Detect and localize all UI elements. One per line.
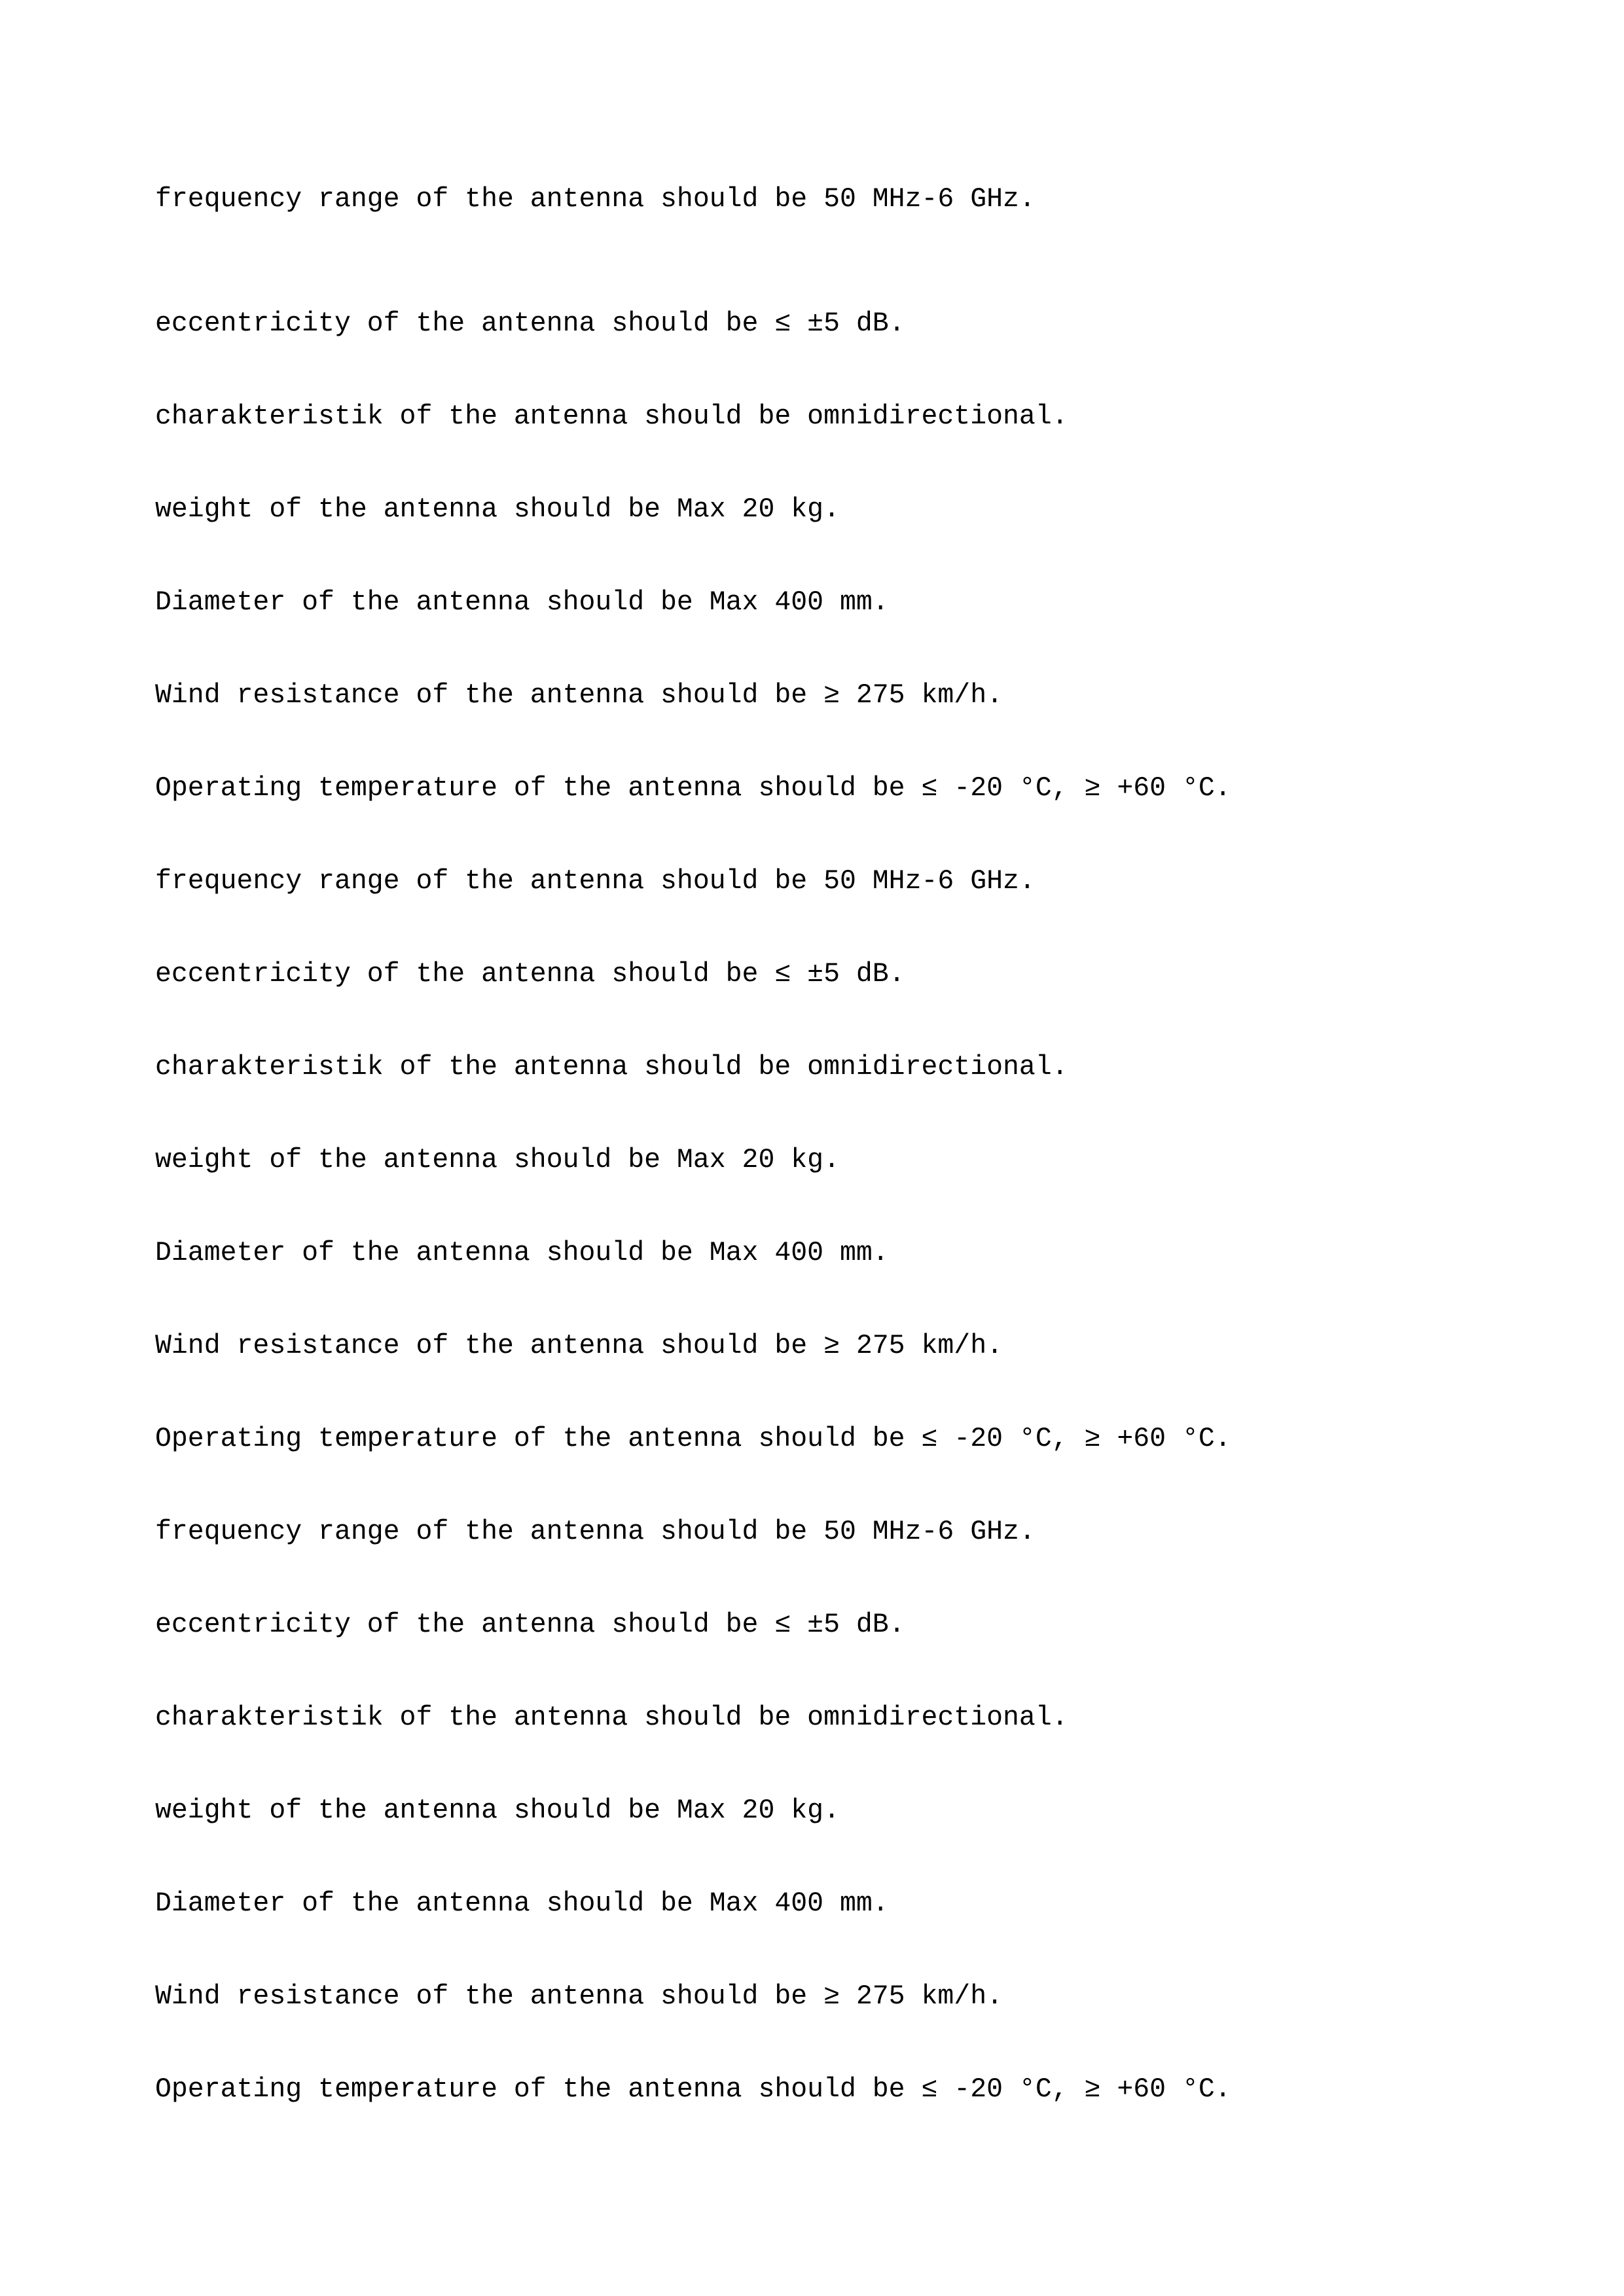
text-line: weight of the antenna should be Max 20 kg. (155, 494, 840, 525)
text-line: Wind resistance of the antenna should be ≥ 275 km/h. (155, 1331, 1003, 1361)
text-line: Operating temperature of the antenna should be ≤ -20 °C, ≥ +60 °C. (155, 1424, 1231, 1454)
text-line: Wind resistance of the antenna should be ≥ 275 km/h. (155, 680, 1003, 711)
text-line: Diameter of the antenna should be Max 400 mm. (155, 587, 889, 618)
text-line: eccentricity of the antenna should be ≤ ±5 dB. (155, 308, 905, 339)
text-line: charakteristik of the antenna should be omnidirectional. (155, 1052, 1068, 1083)
text-line: Operating temperature of the antenna should be ≤ -20 °C, ≥ +60 °C. (155, 2074, 1231, 2105)
text-line: Operating temperature of the antenna should be ≤ -20 °C, ≥ +60 °C. (155, 773, 1231, 804)
text-line: Diameter of the antenna should be Max 400 mm. (155, 1238, 889, 1268)
text-line: weight of the antenna should be Max 20 kg. (155, 1795, 840, 1826)
text-line: frequency range of the antenna should be 50 MHz-6 GHz. (155, 1516, 1036, 1547)
text-line: frequency range of the antenna should be 50 MHz-6 GHz. (155, 184, 1036, 215)
text-line: frequency range of the antenna should be 50 MHz-6 GHz. (155, 866, 1036, 897)
text-line: charakteristik of the antenna should be omnidirectional. (155, 401, 1068, 432)
text-line: Diameter of the antenna should be Max 400 mm. (155, 1888, 889, 1919)
text-line: weight of the antenna should be Max 20 kg. (155, 1145, 840, 1175)
text-line: eccentricity of the antenna should be ≤ ±5 dB. (155, 959, 905, 990)
text-line: eccentricity of the antenna should be ≤ ±5 dB. (155, 1609, 905, 1640)
text-line: charakteristik of the antenna should be omnidirectional. (155, 1702, 1068, 1733)
text-line: Wind resistance of the antenna should be ≥ 275 km/h. (155, 1981, 1003, 2012)
